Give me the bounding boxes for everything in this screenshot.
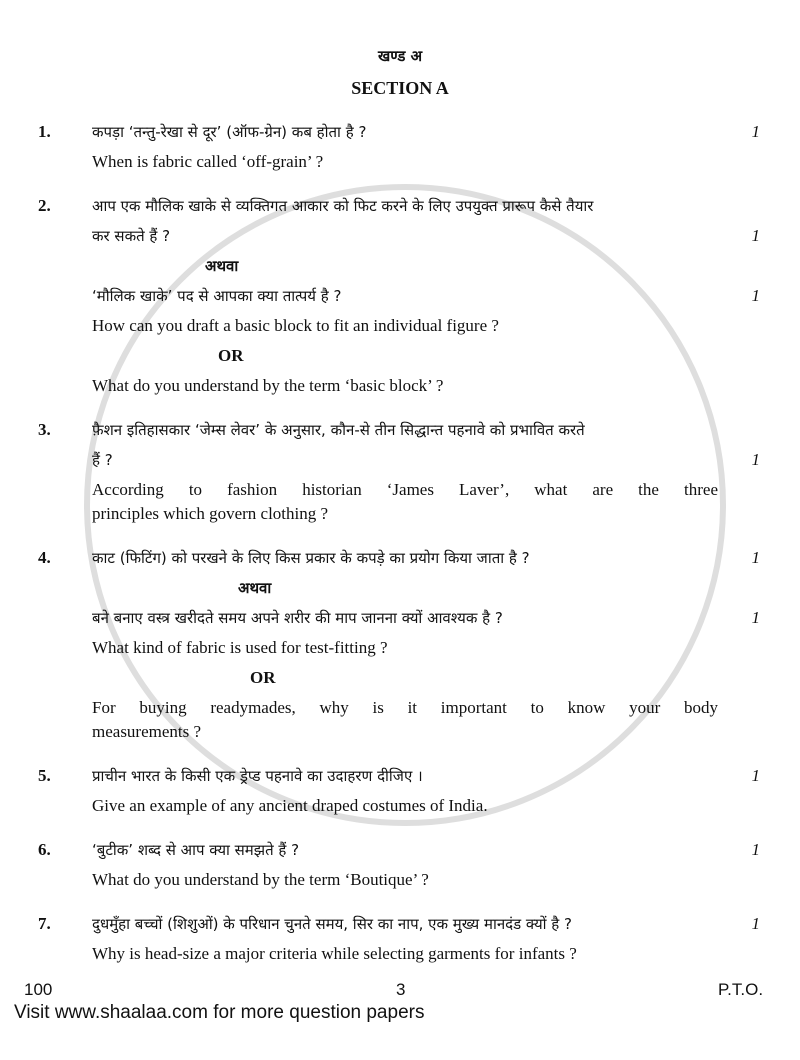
marks: 1 — [751, 548, 760, 567]
alt-question-english: What do you understand by the term ‘basic block’ ? — [92, 376, 444, 395]
question-number: 2. — [38, 196, 51, 215]
marks: 1 — [751, 450, 760, 469]
question-english: Why is head-size a major criteria while selecting garments for infants ? — [92, 944, 577, 963]
question-3 — [38, 418, 800, 442]
question-6 — [38, 838, 800, 862]
question-number: 6. — [38, 840, 51, 859]
marks: 1 — [751, 840, 760, 859]
question-english: How can you draft a basic block to fit an individual figure ? — [92, 316, 499, 335]
alt-question-english-cont: measurements ? — [92, 722, 202, 741]
question-number: 3. — [38, 420, 51, 439]
paper-code: 100 — [24, 980, 53, 999]
question-hindi: ‘बुटीक’ शब्द से आप क्या समझते हैं ? — [92, 841, 300, 859]
marks: 1 — [751, 914, 760, 933]
question-hindi: आप एक मौलिक खाके से व्यक्तिगत आकार को फिट करने के लिए उपयुक्त प्रारूप कैसे तैयार — [92, 197, 594, 215]
or-hindi: अथवा — [238, 579, 272, 597]
question-7 — [38, 912, 800, 936]
question-2 — [38, 194, 800, 218]
or-hindi: अथवा — [205, 257, 239, 275]
visit-link[interactable]: Visit www.shaalaa.com for more question papers — [14, 1002, 425, 1023]
question-number: 7. — [38, 914, 51, 933]
page-footer — [0, 980, 800, 1026]
question-english: When is fabric called ‘off-grain’ ? — [92, 152, 324, 171]
question-english: Give an example of any ancient draped costumes of India. — [92, 796, 488, 815]
or-english: OR — [218, 346, 244, 365]
question-english-cont: principles which govern clothing ? — [92, 504, 329, 523]
alt-question-hindi: ‘मौलिक खाके’ पद से आपका क्या तात्पर्य है ? — [92, 287, 342, 305]
marks: 1 — [751, 766, 760, 785]
question-hindi-cont: कर सकते हैं ? — [92, 227, 171, 245]
question-english: What kind of fabric is used for test-fitting ? — [92, 638, 388, 657]
alt-question-hindi: बने बनाए वस्त्र खरीदते समय अपने शरीर की माप जानना क्यों आवश्यक है ? — [92, 609, 503, 627]
question-number: 5. — [38, 766, 51, 785]
question-5 — [38, 764, 800, 788]
question-english: What do you understand by the term ‘Boutique’ ? — [92, 870, 429, 889]
question-hindi: फ़ैशन इतिहासकार ‘जेम्स लेवर’ के अनुसार, कौन-से तीन सिद्धान्त पहनावे को प्रभावित करते — [92, 421, 585, 439]
pto-label: P.T.O. — [718, 980, 764, 999]
section-title-hindi: खण्ड अ — [377, 47, 423, 65]
alt-question-english: For buying readymades, why is it important to know your body — [92, 698, 718, 717]
marks: 1 — [751, 608, 760, 627]
marks: 1 — [751, 122, 760, 141]
question-4 — [38, 546, 800, 570]
question-hindi: कपड़ा ‘तन्तु-रेखा से दूर’ (ऑफ-ग्रेन) कब होता है ? — [92, 123, 367, 141]
marks: 1 — [751, 226, 760, 245]
question-english: According to fashion historian ‘James Laver’, what are the three — [92, 480, 718, 499]
question-number: 1. — [38, 122, 51, 141]
question-hindi: प्राचीन भारत के किसी एक ड्रेप्ड पहनावे का उदाहरण दीजिए । — [92, 767, 423, 785]
question-number: 4. — [38, 548, 51, 567]
question-hindi: दुधमुँहा बच्चों (शिशुओं) के परिधान चुनते समय, सिर का नाप, एक मुख्य मानदंड क्यों है ? — [92, 915, 572, 933]
question-1 — [38, 120, 800, 144]
or-english: OR — [250, 668, 276, 687]
question-hindi: काट (फिटिंग) को परखने के लिए किस प्रकार के कपड़े का प्रयोग किया जाता है ? — [92, 549, 530, 567]
page-number: 3 — [396, 980, 406, 999]
question-hindi-cont: हैं ? — [92, 451, 113, 469]
marks: 1 — [751, 286, 760, 305]
section-title: SECTION A — [351, 78, 449, 98]
